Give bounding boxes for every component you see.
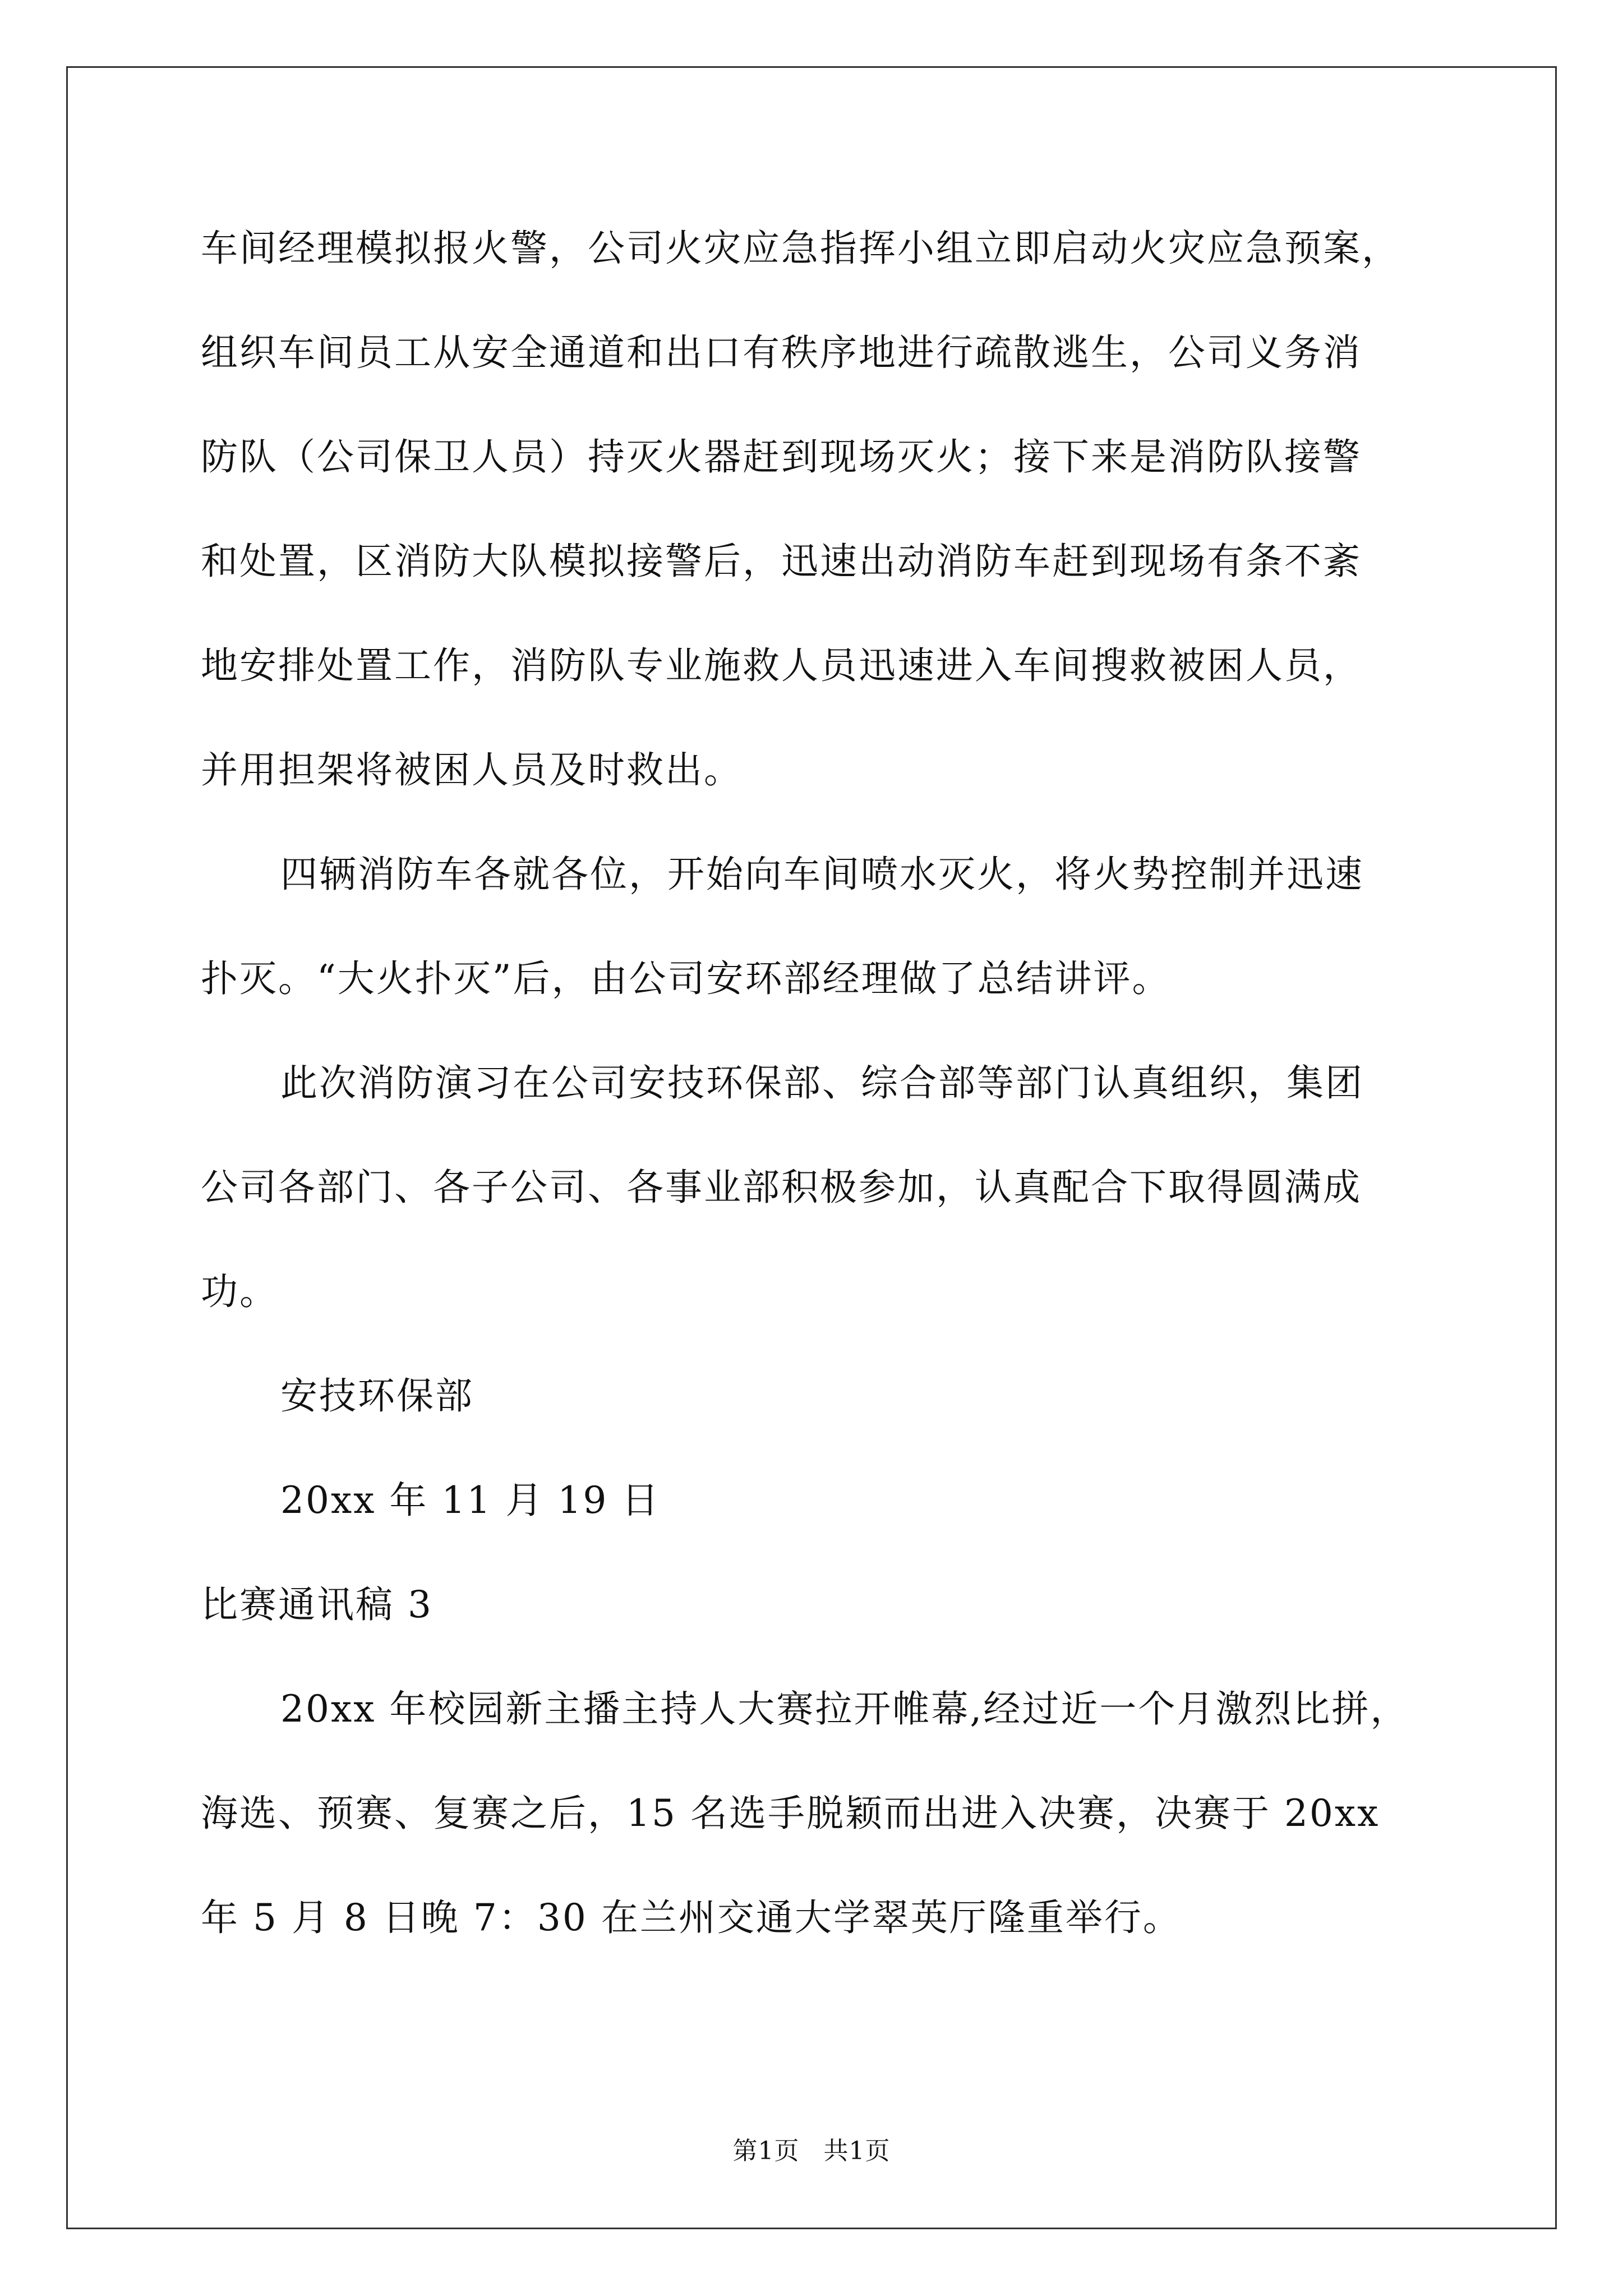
page-footer: [0, 2131, 1623, 2166]
text-line: 扑灭。“大火扑灭”后，由公司安环部经理做了总结讲评。: [201, 957, 1171, 1000]
text-line: 防队（公司保卫人员）持灭火器赶到现场灭火；接下来是消防队接警: [201, 435, 1362, 478]
text-line: 海选、预赛、复赛之后，15 名选手脱颖而出进入决赛，决赛于 20xx: [201, 1792, 1380, 1835]
text-line: 和处置，区消防大队模拟接警后，迅速出动消防车赶到现场有条不紊: [201, 540, 1362, 583]
text-line: 车间经理模拟报火警，公司火灾应急指挥小组立即启动火灾应急预案，: [201, 227, 1400, 270]
text-line: 此次消防演习在公司安技环保部、综合部等部门认真组织，集团: [280, 1061, 1364, 1105]
text-line: 公司各部门、各子公司、各事业部积极参加，认真配合下取得圆满成: [201, 1166, 1362, 1209]
text-line: 20xx 年校园新主播主持人大赛拉开帷幕,经过近一个月激烈比拼，: [280, 1687, 1409, 1731]
text-line: 年 5 月 8 日晚 7：30 在兰州交通大学翠英厅隆重举行。: [201, 1896, 1182, 1939]
signature-date: 20xx 年 11 月 19 日: [280, 1479, 661, 1522]
text-line: 四辆消防车各就各位，开始向车间喷水灭火，将火势控制并迅速: [280, 853, 1364, 896]
signature-department: 安技环保部: [280, 1374, 474, 1418]
page-total: 共1页: [823, 2137, 891, 2165]
text-line: 地安排处置工作，消防队专业施救人员迅速进入车间搜救被困人员，: [201, 644, 1362, 687]
page-number: 第1页: [732, 2137, 800, 2165]
section-heading: 比赛通讯稿 3: [201, 1583, 433, 1626]
text-line: 并用担架将被困人员及时救出。: [201, 748, 743, 792]
document-body: [201, 196, 1435, 1970]
text-line: 组织车间员工从安全通道和出口有秩序地进行疏散逃生，公司义务消: [201, 331, 1362, 374]
text-line: 功。: [201, 1270, 278, 1313]
